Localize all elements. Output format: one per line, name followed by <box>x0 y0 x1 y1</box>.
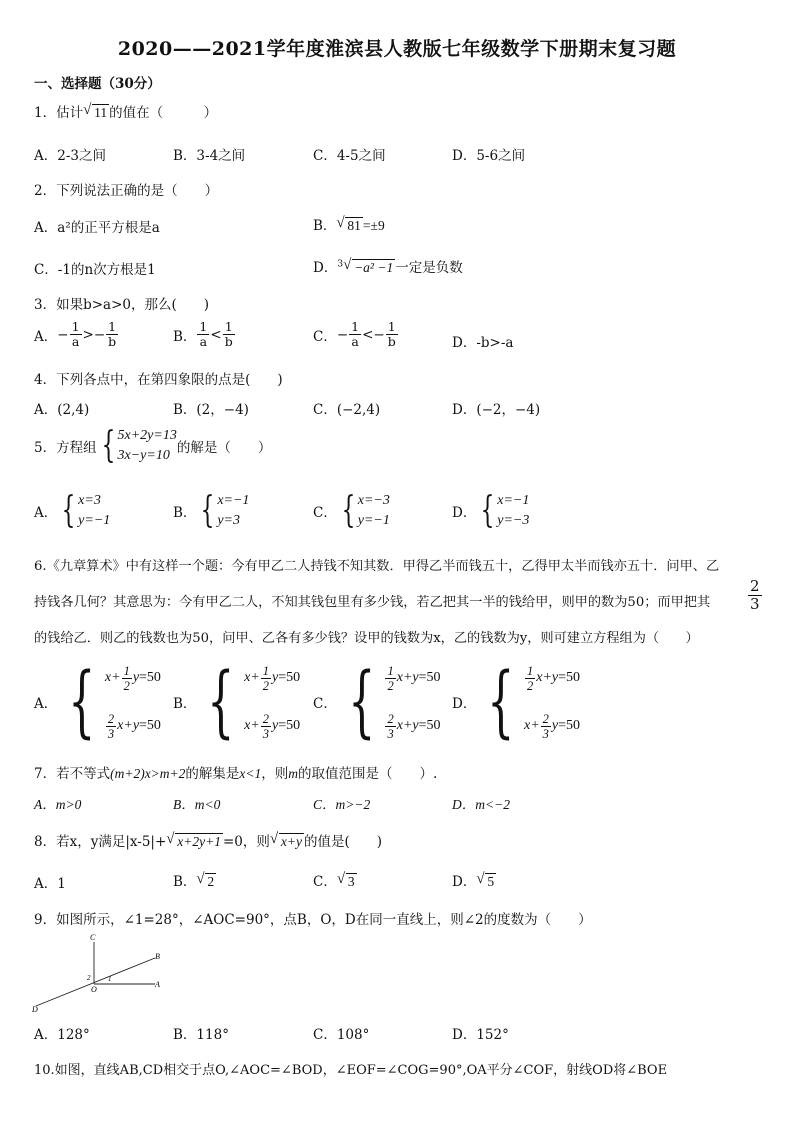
q3-option-d: D．-b>-a <box>452 335 514 351</box>
q5-option-a: A． { x=3 y=−1 <box>34 490 111 531</box>
question-10: 10.如图，直线AB,CD相交于点O,∠AOC=∠BOD，∠EOF=∠COG=90°,OA平分∠COF，射线OD将∠BOE <box>34 1063 668 1078</box>
label-o: O <box>91 985 97 994</box>
q6-line-3: 的钱给乙．则乙的钱数也为50，问甲、乙各有多少钱？设甲的钱数为x，乙的钱数为y，则可建立方程组为（ ） <box>34 631 699 646</box>
q5-option-d: D． { x=−1 y=−3 <box>452 490 530 531</box>
label-angle-2: 2 <box>87 974 91 982</box>
q6-option-d: D． { $\frac{1}{2}$ x + y =50 x + $\frac{2}{3}$ y =50 <box>452 657 581 747</box>
q1-option-b: B．3-4之间 <box>173 148 246 164</box>
q4-option-d: D．(−2，−4) <box>452 402 541 418</box>
question-5: 5．方程组 { 5x+2y=13 3x−y=10 的解是（ ） <box>34 425 272 466</box>
label-a: A <box>155 980 160 989</box>
q1-sqrt: √ 11 <box>83 102 108 120</box>
q9-option-d: D．152° <box>452 1027 509 1043</box>
q1-option-d: D．5-6之间 <box>452 148 526 164</box>
q7-option-a: A．m>0 <box>34 797 82 812</box>
q8-option-c: C． √ 3 <box>313 871 355 890</box>
q6-fraction: $\frac{2}{3}$ <box>750 577 760 613</box>
question-8: 8．若x，y满足|x-5|+ √ x+2y+1 =0，则 √ x+y 的值是( ) <box>34 831 383 850</box>
label-c: C <box>90 933 96 942</box>
label-d: D <box>32 1005 38 1014</box>
question-1 <box>34 101 217 121</box>
q5-option-b: B． { x=−1 y=3 <box>173 490 250 531</box>
q6-option-a: A． { x + $\frac{1}{2}$ y =50 $\frac{2}{3}$ x + y =50 <box>34 657 161 747</box>
q4-option-c: C．(−2,4) <box>313 402 381 418</box>
label-b: B <box>155 952 160 961</box>
q2-option-c: C．-1的n次方根是1 <box>34 262 156 278</box>
q4-option-b: B．(2，−4) <box>173 402 249 418</box>
q7-option-c: C．m>−2 <box>313 797 371 812</box>
section-heading: 一、选择题（30分） <box>34 76 161 92</box>
question-3: 3．如果b>a>0，那么( ) <box>34 297 210 313</box>
page-title: 2020——2021学年度淮滨县人教版七年级数学下册期末复习题 <box>117 38 677 60</box>
q8-option-b: B． √ 2 <box>173 871 215 890</box>
question-9: 9．如图所示，∠1=28°，∠AOC=90°，点B，O，D在同一直线上，则∠2的度数为（ ） <box>34 912 592 928</box>
q1-option-a: A．2-3之间 <box>34 148 106 164</box>
q8-option-a: A．1 <box>34 876 66 892</box>
q4-option-a: A．(2,4) <box>34 402 90 418</box>
q9-option-b: B．118° <box>173 1027 229 1043</box>
q1-stem-post: 的值在（ ） <box>109 105 218 121</box>
q9-option-a: A．128° <box>34 1027 90 1043</box>
q6-option-c: C． { $\frac{1}{2}$ x + y =50 $\frac{2}{3}$ x + y =50 <box>313 657 441 747</box>
q9-figure <box>30 930 170 1015</box>
q9-option-c: C．108° <box>313 1027 370 1043</box>
q7-option-d: D．m<−2 <box>452 797 510 812</box>
label-angle-1: 1 <box>108 975 112 983</box>
question-2: 2．下列说法正确的是（ ） <box>34 183 219 199</box>
q8-option-d: D． √ 5 <box>452 871 495 890</box>
q6-line-2: 持钱各几何？其意思为：今有甲乙二人，不知其钱包里有多少钱，若乙把其一半的钱给甲，则甲的数为50；而甲把其 <box>34 595 711 610</box>
question-4: 4．下列各点中，在第四象限的点是( ) <box>34 372 283 388</box>
q6-option-b: B． { x + $\frac{1}{2}$ y =50 x + $\frac{2}{3}$ y =50 <box>173 657 301 747</box>
q6-line-1: 6.《九章算术》中有这样一个题：今有甲乙二人持钱不知其数．甲得乙半而钱五十，乙得甲太半而钱亦五十．问甲、乙 <box>34 559 720 574</box>
q1-option-c: C．4-5之间 <box>313 148 386 164</box>
q3-option-c: C． − $\frac{1}{a}$ < − $\frac{1}{b}$ <box>313 319 396 349</box>
q2-option-d: D．$^3$ √ −a² −1 一定是负数 <box>313 257 463 276</box>
q3-option-b: B． $\frac{1}{a}$ < $\frac{1}{b}$ <box>173 319 233 349</box>
q3-option-a: A． − $\frac{1}{a}$ > − $\frac{1}{b}$ <box>34 319 117 349</box>
line-bd <box>36 958 155 1006</box>
question-7: 7．若不等式(m+2)x>m+2的解集是x<1，则m的取值范围是（ ）. <box>34 766 438 782</box>
q1-stem-pre: 1．估计 <box>34 105 84 121</box>
q2-option-a: A．a²的正平方根是a <box>34 220 160 236</box>
q5-system: { 5x+2y=13 3x−y=10 <box>101 425 177 466</box>
q7-option-b: B．m<0 <box>173 797 221 812</box>
q2-option-b: B． √ 81 =±9 <box>313 215 385 234</box>
q5-option-c: C． { x=−3 y=−1 <box>313 490 390 531</box>
